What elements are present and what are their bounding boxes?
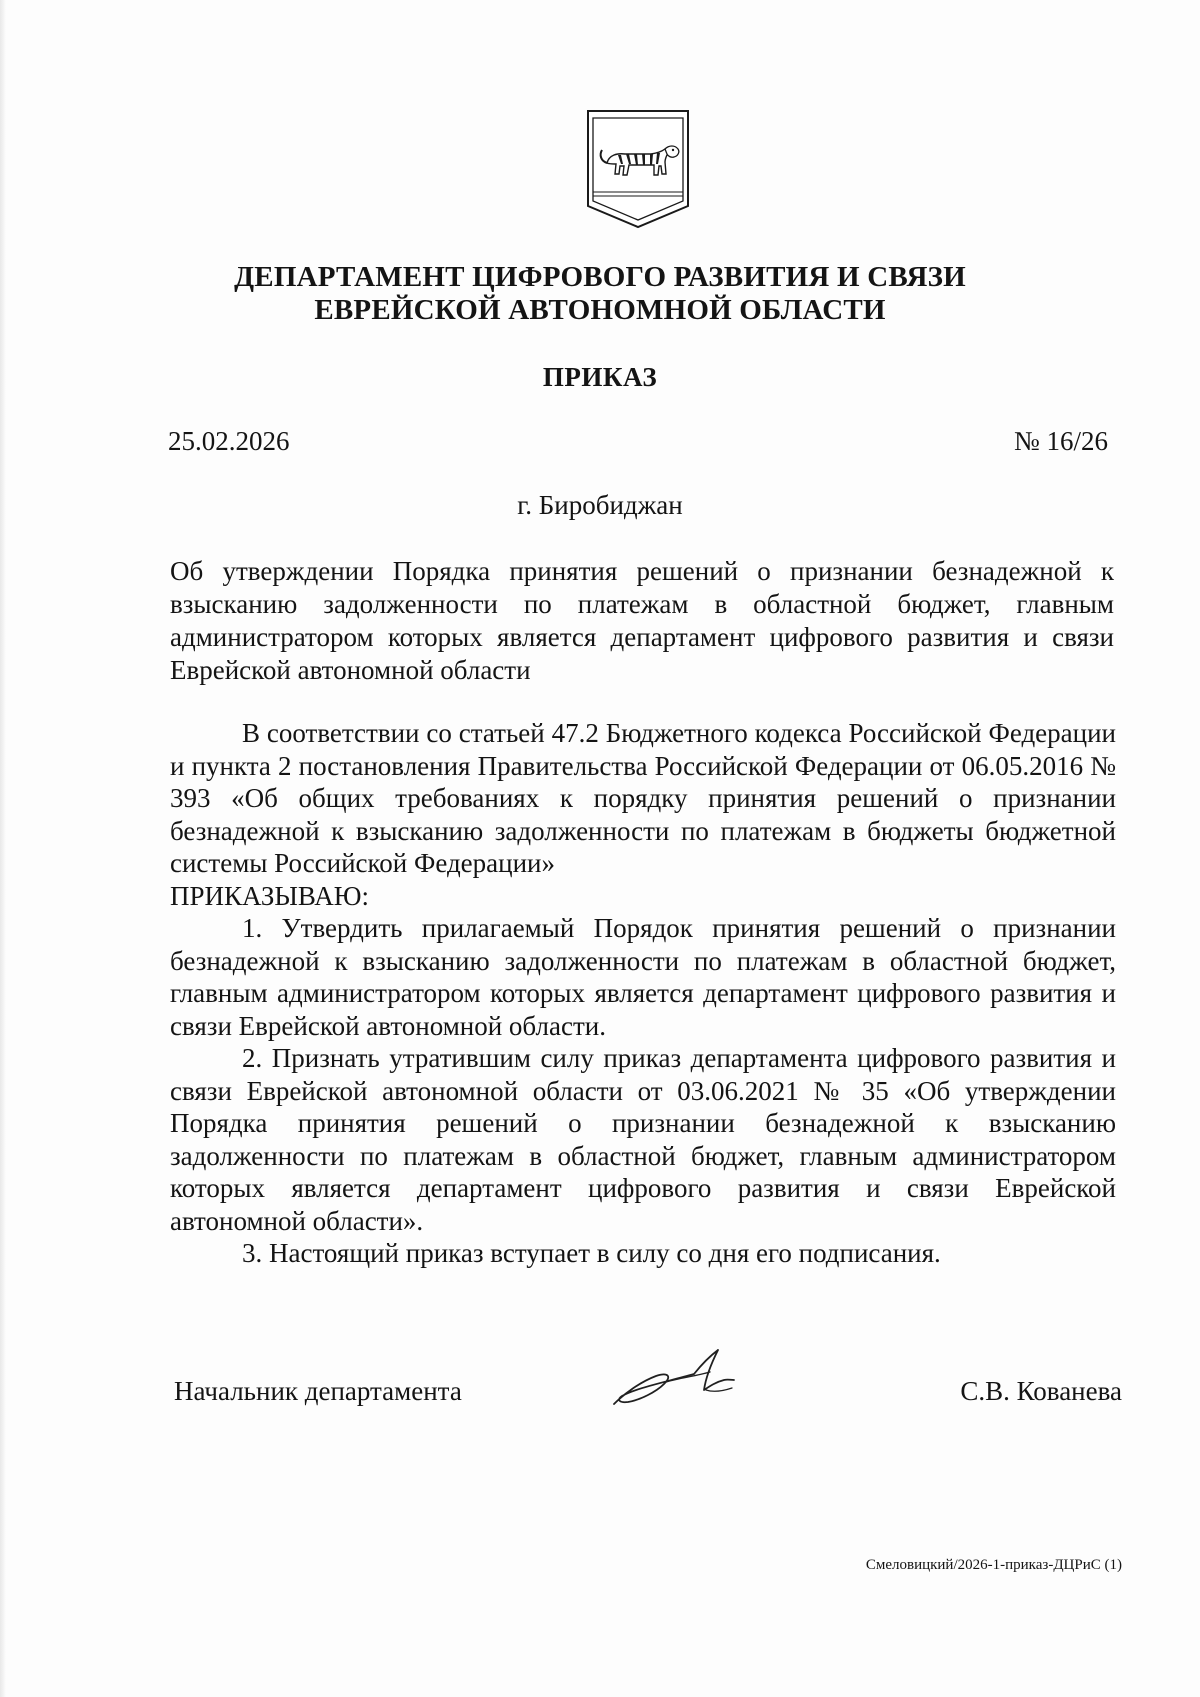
- document-type: ПРИКАЗ: [542, 362, 658, 392]
- handwritten-signature-icon: [606, 1342, 746, 1412]
- order-item-1: 1. Утвердить прилагаемый Порядок принятия решений о признании безнадежной к взысканию задолженности по платежам в областной бюджет, главным администратором которых является департамент цифрового развития и связи Еврейской автономной области.: [170, 913, 1116, 1041]
- order-item-3: 3. Настоящий приказ вступает в силу со дня его подписания.: [242, 1238, 941, 1268]
- signatory-name: С.В. Кованева: [960, 1376, 1122, 1406]
- document-date: 25.02.2026: [168, 426, 290, 456]
- command-word: ПРИКАЗЫВАЮ:: [170, 880, 369, 911]
- department-name-line-1: ДЕПАРТАМЕНТ ЦИФРОВОГО РАЗВИТИЯ И СВЯЗИ: [234, 261, 966, 293]
- preamble-paragraph: В соответствии со статьей 47.2 Бюджетного кодекса Российской Федерации и пункта 2 постановления Правительства Российской Федерации от 06.05.2016 № 393 «Об общих требованиях к порядку принятия решений о признании безнадежной к взысканию задолженности по платежам в бюджеты бюджетной системы Российской Федерации»: [170, 718, 1116, 878]
- order-item-2: 2. Признать утратившим силу приказ департамента цифрового развития и связи Еврейской автономной области от 03.06.2021 № 35 «Об утверждении Порядка принятия решений о признании безнадежной к взысканию задолженности по платежам в областной бюджет, главным администратором которых является департамент цифрового развития и связи Еврейской автономной области».: [170, 1043, 1116, 1236]
- document-subject: Об утверждении Порядка принятия решений о признании безнадежной к взысканию задолженности по платежам в областной бюджет, главным администратором которых является департамент цифрового развития и связи Еврейской автономной области: [170, 556, 1114, 685]
- document-number: № 16/26: [1013, 426, 1108, 456]
- document-city: г. Биробиджан: [517, 490, 683, 520]
- document-body: [170, 717, 1116, 1270]
- document-reference: Смеловицкий/2026-1-приказ-ДЦРиС (1): [865, 1557, 1122, 1573]
- department-name-line-2: ЕВРЕЙСКОЙ АВТОНОМНОЙ ОБЛАСТИ: [314, 294, 886, 326]
- coat-of-arms-tiger-icon: [585, 108, 691, 230]
- department-header: [0, 261, 1200, 327]
- signatory-position: Начальник департамента: [174, 1376, 462, 1406]
- signature-block: [174, 1358, 1122, 1428]
